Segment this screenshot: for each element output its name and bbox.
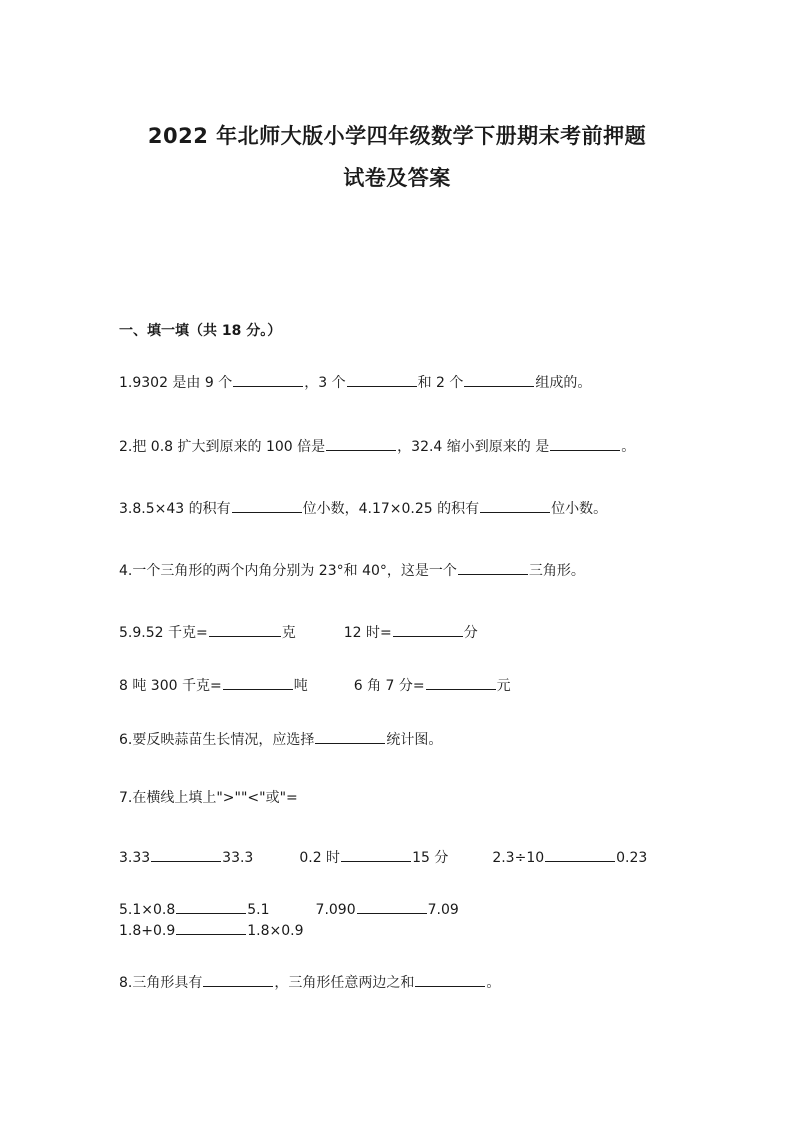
document-title-line-1: 2022 年北师大版小学四年级数学下册期末考前押题 (147, 124, 647, 148)
question-6 (119, 731, 442, 747)
question-5-text-c: 12 时= (343, 625, 392, 641)
question-3 (119, 500, 607, 516)
section-heading-fill-in: 一、填一填（共 18 分。） (119, 323, 282, 339)
question-7-prompt (119, 791, 298, 805)
question-5-text-a: 5.9.52 千克= (119, 625, 208, 641)
question-5-text-h: 元 (496, 678, 511, 694)
question-1 (119, 374, 591, 390)
compare-left: 1.8+0.9 (119, 923, 176, 939)
question-7-row-3 (119, 922, 304, 938)
compare-left: 0.2 时 (299, 850, 341, 866)
answer-blank[interactable] (480, 500, 550, 513)
compare-left: 2.3÷10 (492, 850, 545, 866)
question-7-row-2 (119, 901, 459, 917)
answer-blank[interactable] (545, 849, 615, 862)
question-1-text-a: 1.9302 是由 9 个 (119, 375, 233, 391)
question-5-text-b: 克 (281, 625, 296, 641)
question-4-text-a: 4.一个三角形的两个内角分别为 23°和 40°，这是一个 (119, 563, 457, 579)
question-5-text-d: 分 (463, 625, 478, 641)
answer-blank[interactable] (426, 677, 496, 690)
answer-blank[interactable] (341, 849, 411, 862)
question-8 (119, 974, 500, 990)
question-4 (119, 562, 585, 578)
answer-blank[interactable] (209, 624, 281, 637)
question-8-text-c: 。 (486, 975, 501, 991)
compare-right: 7.09 (427, 902, 459, 918)
question-3-text-a: 3.8.5×43 的积有 (119, 501, 231, 517)
question-3-text-b: 位小数，4.17×0.25 的积有 (302, 501, 480, 517)
question-2 (119, 438, 635, 454)
answer-blank[interactable] (233, 374, 303, 387)
question-5-text-e: 8 吨 300 千克= (119, 678, 222, 694)
question-7-row-1 (119, 849, 647, 865)
compare-left: 7.090 (315, 902, 356, 918)
answer-blank[interactable] (151, 849, 221, 862)
answer-blank[interactable] (315, 731, 385, 744)
answer-blank[interactable] (464, 374, 534, 387)
answer-blank[interactable] (458, 562, 528, 575)
answer-blank[interactable] (393, 624, 463, 637)
document-title-line-2: 试卷及答案 (343, 166, 451, 190)
question-7-prompt-text: 7.在横线上填上">""<"或"= (119, 790, 298, 806)
answer-blank[interactable] (326, 438, 396, 451)
answer-blank[interactable] (176, 901, 246, 914)
compare-right: 15 分 (412, 850, 449, 866)
question-6-text-a: 6.要反映蒜苗生长情况，应选择 (119, 732, 315, 748)
answer-blank[interactable] (357, 901, 427, 914)
answer-blank[interactable] (415, 974, 485, 987)
question-1-text-b: ，3 个 (304, 375, 346, 391)
question-1-text-d: 组成的。 (535, 375, 592, 391)
answer-blank[interactable] (223, 677, 293, 690)
compare-left: 5.1×0.8 (119, 902, 176, 918)
question-5-row-2 (119, 677, 511, 693)
answer-blank[interactable] (550, 438, 620, 451)
answer-blank[interactable] (203, 974, 273, 987)
question-3-text-c: 位小数。 (551, 501, 608, 517)
question-1-text-c: 和 2 个 (417, 375, 464, 391)
compare-right: 33.3 (222, 850, 254, 866)
answer-blank[interactable] (347, 374, 417, 387)
question-8-text-b: ，三角形任意两边之和 (274, 975, 415, 991)
answer-blank[interactable] (232, 500, 302, 513)
question-5-text-g: 6 角 7 分= (353, 678, 425, 694)
question-4-text-b: 三角形。 (528, 563, 585, 579)
compare-right: 5.1 (247, 902, 270, 918)
question-5-text-f: 吨 (293, 678, 308, 694)
compare-right: 1.8×0.9 (247, 923, 304, 939)
question-2-text-b: ，32.4 缩小到原来的 是 (397, 439, 550, 455)
question-2-text-a: 2.把 0.8 扩大到原来的 100 倍是 (119, 439, 326, 455)
question-6-text-b: 统计图。 (386, 732, 443, 748)
question-5-row-1 (119, 624, 478, 640)
compare-right: 0.23 (616, 850, 648, 866)
answer-blank[interactable] (176, 922, 246, 935)
question-2-text-c: 。 (621, 439, 636, 455)
question-8-text-a: 8.三角形具有 (119, 975, 203, 991)
compare-left: 3.33 (119, 850, 151, 866)
